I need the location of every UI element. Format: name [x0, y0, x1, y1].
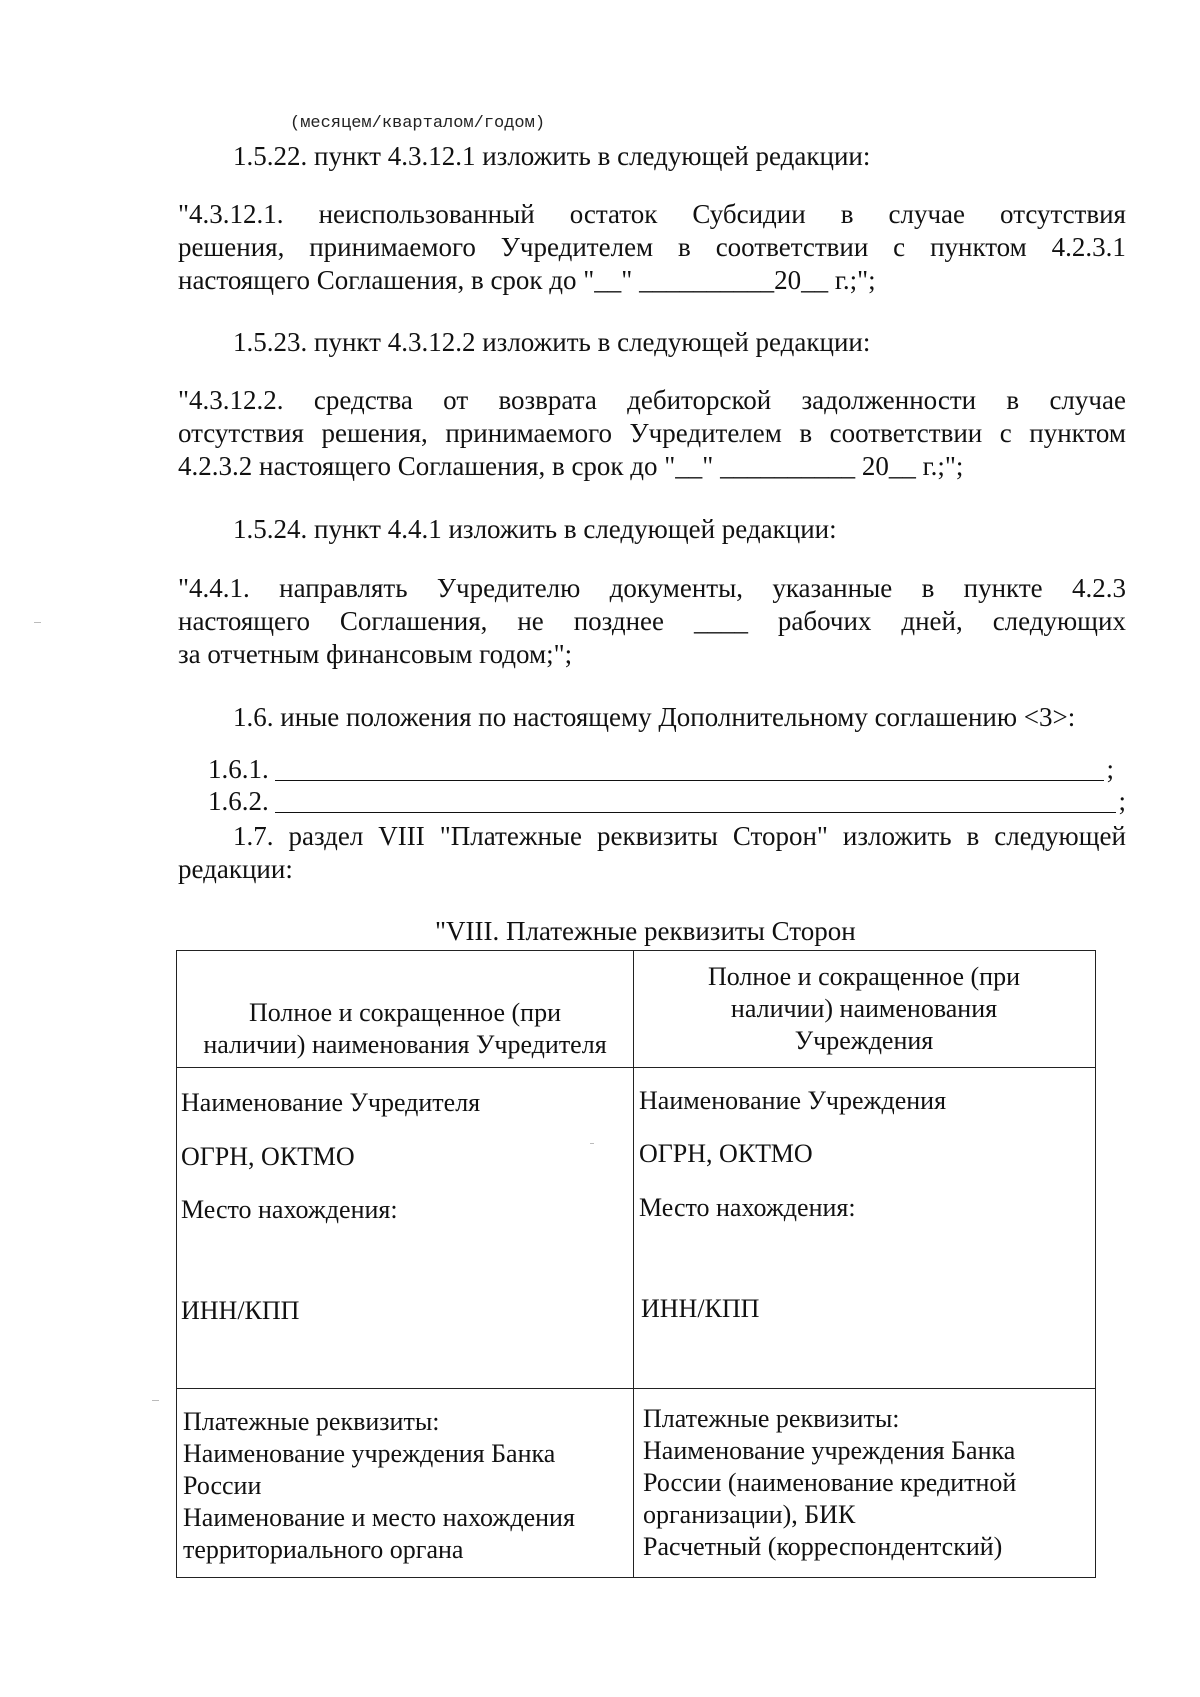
clause-1-6-2-label: 1.6.2. [208, 786, 269, 816]
word: в [840, 199, 854, 229]
word: "Платежные [439, 821, 583, 851]
word: принимаемого [309, 232, 476, 262]
header-institution: Полное и сокращенное (при наличии) наименования Учреждения [707, 962, 1021, 1055]
word: в [966, 821, 980, 851]
word: указанные [772, 573, 893, 603]
word: 1.7. [233, 821, 274, 851]
word: с [999, 418, 1012, 448]
word: позднее [573, 606, 664, 636]
word: соответствии [829, 418, 983, 448]
word: Субсидии [692, 199, 806, 229]
word: изложить [842, 821, 952, 851]
clause-1-6-1-label: 1.6.1. [208, 754, 269, 784]
word: пунктом [1029, 418, 1126, 448]
word: ____ [693, 606, 748, 636]
word: задолженности [801, 385, 977, 415]
word: соответствии [715, 232, 869, 262]
word: случае [888, 199, 966, 229]
clause-1-6-1-row [208, 753, 1114, 785]
word: отсутствия [1000, 199, 1126, 229]
table-row-divider [177, 1067, 1095, 1068]
clause-1-6-1-end: ; [1106, 754, 1114, 784]
clause-4-3-12-1-line-2 [178, 231, 1126, 264]
word: "4.4.1. [178, 573, 250, 603]
word: пунктом [930, 232, 1027, 262]
word: дебиторской [627, 385, 772, 415]
scan-mark [34, 622, 41, 623]
clause-4-3-12-2-line-2 [178, 417, 1126, 450]
word: следующей [994, 821, 1126, 851]
word: VIII [378, 821, 425, 851]
clause-1-6-2-blank [275, 788, 1117, 813]
header-founder: Полное и сокращенное (при наличии) наименования Учредителя [203, 998, 607, 1059]
word: отсутствия [178, 418, 304, 448]
table-caption: "VIII. Платежные реквизиты Сторон [435, 916, 856, 946]
word: раздел [288, 821, 364, 851]
word: Учредителю [436, 573, 581, 603]
table-row-divider [177, 1388, 1095, 1389]
institution-place-label: Место нахождения: [639, 1193, 856, 1222]
word: 4.2.3 [1071, 573, 1126, 603]
founder-name-label: Наименование Учредителя [181, 1088, 481, 1117]
clause-1-6-heading: 1.6. иные положения по настоящему Дополнительному соглашению <3>: [233, 702, 1076, 732]
clause-1-5-22-heading: 1.5.22. пункт 4.3.12.1 изложить в следующей редакции: [233, 141, 871, 171]
founder-place-label: Место нахождения: [181, 1195, 398, 1224]
word: решения, [178, 232, 285, 262]
word: принимаемого [445, 418, 612, 448]
clause-4-3-12-1-line-1 [178, 198, 1126, 231]
institution-ogrn-label: ОГРН, ОКТМО [639, 1139, 813, 1168]
clause-1-7-line-1 [233, 820, 1126, 853]
word: Учредителем [500, 232, 654, 262]
word: в [799, 418, 813, 448]
founder-ogrn-label: ОГРН, ОКТМО [181, 1142, 355, 1171]
clause-4-3-12-2-line-1 [178, 384, 1126, 417]
word: в [921, 573, 935, 603]
word: документы, [609, 573, 743, 603]
period-note: (месяцем/кварталом/годом) [290, 114, 546, 133]
institution-name-label: Наименование Учреждения [639, 1086, 947, 1115]
clause-4-4-1-line-2 [178, 605, 1126, 638]
word: в [1006, 385, 1020, 415]
word: от [443, 385, 469, 415]
clause-1-6-1-blank [275, 756, 1105, 781]
word: случае [1049, 385, 1126, 415]
word: решения, [321, 418, 428, 448]
word: 4.2.3.1 [1051, 232, 1126, 262]
institution-bank-details: Платежные реквизиты: Наименование учреждения Банка России (наименование кредитной организации), БИК Расчетный (корреспондентский) [643, 1404, 1017, 1561]
word: неиспользованный [318, 199, 535, 229]
word: остаток [569, 199, 658, 229]
word: не [517, 606, 544, 636]
clause-1-6-2-end: ; [1118, 786, 1126, 816]
word: Сторон" [732, 821, 828, 851]
clause-4-3-12-1-line-3: настоящего Соглашения, в срок до "__" __________20__ г.;"; [178, 265, 876, 295]
scan-mark [152, 1400, 159, 1401]
word: "4.3.12.2. [178, 385, 284, 415]
word: "4.3.12.1. [178, 199, 284, 229]
payment-details-table [176, 950, 1096, 1578]
word: следующих [992, 606, 1126, 636]
word: направлять [279, 573, 408, 603]
word: в [678, 232, 691, 262]
word: с [893, 232, 906, 262]
word: средства [313, 385, 413, 415]
founder-inn-label: ИНН/КПП [181, 1296, 300, 1325]
clause-4-4-1-line-3: за отчетным финансовым годом;"; [178, 639, 573, 669]
institution-inn-label: ИНН/КПП [641, 1294, 760, 1323]
clause-1-5-23-heading: 1.5.23. пункт 4.3.12.2 изложить в следующей редакции: [233, 327, 871, 357]
clause-1-7-line-2: редакции: [178, 854, 293, 884]
word: Соглашения, [339, 606, 488, 636]
clause-4-4-1-line-1 [178, 572, 1126, 605]
word: рабочих [777, 606, 872, 636]
word: настоящего [178, 606, 310, 636]
clause-4-3-12-2-line-3: 4.2.3.2 настоящего Соглашения, в срок до "__" __________ 20__ г.;"; [178, 451, 964, 481]
word: реквизиты [597, 821, 718, 851]
clause-1-5-24-heading: 1.5.24. пункт 4.4.1 изложить в следующей редакции: [233, 514, 837, 544]
word: возврата [498, 385, 597, 415]
word: дней, [901, 606, 963, 636]
scan-mark [590, 1143, 594, 1144]
clause-1-6-2-row [208, 785, 1126, 817]
word: Учредителем [629, 418, 782, 448]
founder-bank-details: Платежные реквизиты: Наименование учреждения Банка России Наименование и место нахождения территориального органа [183, 1407, 575, 1564]
word: пункте [963, 573, 1043, 603]
